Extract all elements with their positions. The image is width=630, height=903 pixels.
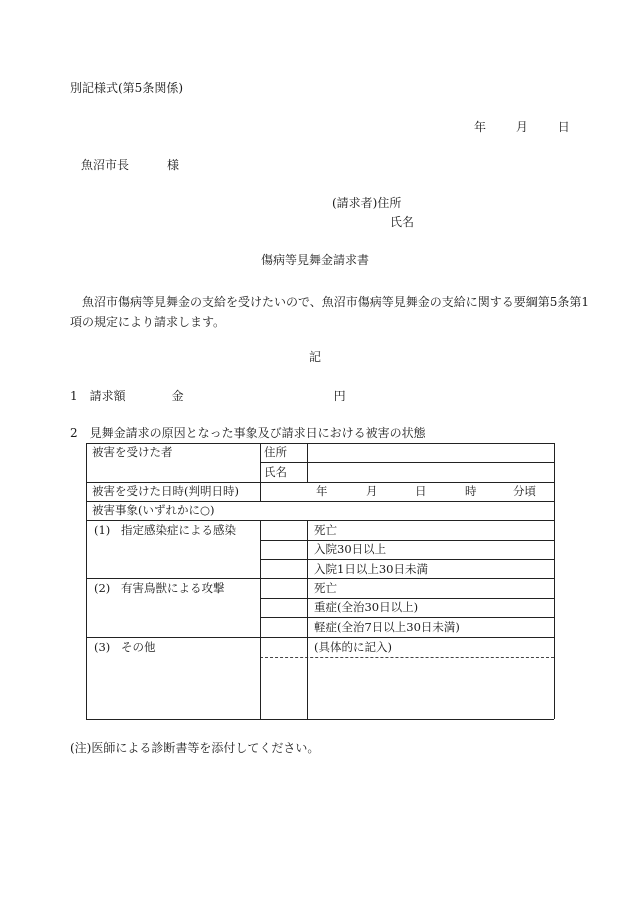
cat2-number: (2) xyxy=(94,581,111,595)
table-rule xyxy=(86,482,554,483)
datetime-label: 被害を受けた日時(判明日時) xyxy=(92,484,239,498)
cat2-option: 死亡 xyxy=(314,581,337,595)
table-border-left xyxy=(86,443,87,719)
addressee xyxy=(81,158,179,173)
date-year: 年 xyxy=(474,120,487,134)
table-col-divider xyxy=(307,443,308,482)
address-label: 住所 xyxy=(264,445,287,459)
datetime-month: 月 xyxy=(366,484,378,498)
table-rule xyxy=(86,501,554,502)
cat3-option: (具体的に記入) xyxy=(314,640,392,654)
event-label: 被害事象(いずれかに○) xyxy=(92,503,215,517)
table-border-bottom xyxy=(86,719,554,720)
cat2-label: 有害鳥獣による攻撃 xyxy=(121,581,225,595)
cat2-option: 軽症(全治7日以上30日未満) xyxy=(314,620,460,634)
date-month: 月 xyxy=(515,120,528,134)
victim-label: 被害を受けた者 xyxy=(92,445,173,459)
table-col-divider xyxy=(260,443,261,501)
addressee-honorific: 様 xyxy=(167,158,180,172)
item2-label: 見舞金請求の原因となった事象及び請求日における被害の状態 xyxy=(89,426,426,440)
cat1-option: 入院30日以上 xyxy=(314,542,387,556)
item1-label: 請求額 xyxy=(89,389,126,403)
cat3-label: その他 xyxy=(121,640,156,654)
table-dashed-rule xyxy=(260,657,554,658)
item1-en: 円 xyxy=(333,389,346,403)
document-title: 傷病等見舞金請求書 xyxy=(260,253,369,267)
cat1-option: 入院1日以上30日未満 xyxy=(314,562,428,576)
table-rule xyxy=(260,540,554,541)
applicant-name-label: 氏名 xyxy=(390,215,415,229)
table-rule xyxy=(86,578,554,579)
table-col-divider xyxy=(307,520,308,719)
table-rule xyxy=(260,559,554,560)
table-rule xyxy=(260,462,554,463)
table-rule xyxy=(86,637,554,638)
note: (注)医師による診断書等を添付してください。 xyxy=(70,741,320,755)
datetime-day: 日 xyxy=(415,484,427,498)
item1-kin: 金 xyxy=(171,389,184,403)
claim-amount-line xyxy=(70,389,346,404)
applicant-address-label: (請求者)住所 xyxy=(332,196,402,210)
datetime-minute: 分頃 xyxy=(513,484,536,498)
addressee-name: 魚沼市長 xyxy=(81,158,130,172)
form-label: 別記様式(第5条関係) xyxy=(70,81,183,95)
cat1-option: 死亡 xyxy=(314,523,337,537)
table-border-right xyxy=(554,443,555,719)
cat2-option: 重症(全治30日以上) xyxy=(314,600,419,614)
name-label: 氏名 xyxy=(264,465,287,479)
datetime-year: 年 xyxy=(316,484,328,498)
cat1-label: 指定感染症による感染 xyxy=(121,523,236,537)
table-rule xyxy=(260,598,554,599)
item2-number: 2 xyxy=(70,426,78,440)
cat3-number: (3) xyxy=(94,640,111,654)
item1-number: 1 xyxy=(70,389,78,403)
date-day: 日 xyxy=(557,120,570,134)
table-border-top xyxy=(86,443,554,444)
cause-heading xyxy=(70,426,426,441)
cat1-number: (1) xyxy=(94,523,111,537)
body-paragraph: 魚沼市傷病等見舞金の支給を受けたいので、魚沼市傷病等見舞金の支給に関する要綱第5条第1項の規定により請求します。 xyxy=(70,295,590,329)
date-line xyxy=(474,120,570,135)
table-rule xyxy=(260,617,554,618)
ki-heading: 記 xyxy=(308,350,321,364)
datetime-hour: 時 xyxy=(465,484,477,498)
table-rule xyxy=(86,520,554,521)
table-col-divider xyxy=(260,520,261,719)
